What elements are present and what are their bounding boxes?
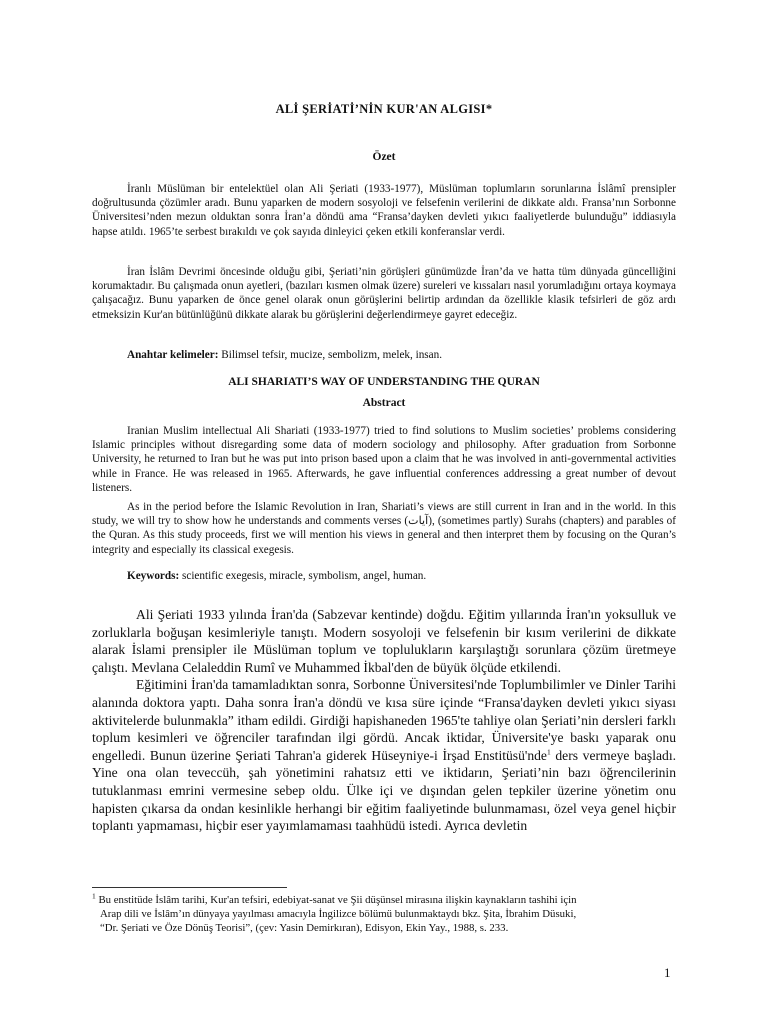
footnote-line-2: Arap dili ve İslâm’ın dünyaya yayılması amacıyla İngilizce bölümü bulunmaktaydı bkz. Şita, İbrahim Düsuki, bbox=[100, 907, 577, 920]
keywords-en bbox=[92, 570, 676, 582]
ozet-paragraph-2: İran İslâm Devrimi öncesinde olduğu gibi, Şeriati’nin görüşleri günümüzde İran’da ve hatta tüm dünyada güncelliğini korumaktadır. Bu çalışmada onun ayetleri, (bazıları kısmen olmak üzere) sureleri ve kıssaları nasıl yorumladığını ortaya koymaya çalışacağız. Bunu yaparken de önce genel olarak onun görüşlerini belirtip ardından da özellikle klasik tefsirleri de göz ardı etmeksizin Kur'an bütünlüğünü dikkate alarak bu görüşlerini değerlendirmeye gayret edeceğiz. bbox=[92, 266, 676, 321]
abstract-paragraph-2: As in the period before the Islamic Revolution in Iran, Shariati’s views are still current in Iran and in the world. In this study, we will try to show how he understands and comments verses (آيات), (sometimes partly) Surahs (chapters) and parables of the Quran. As this study proceeds, first we will mention his views in general and then interpret them by focusing on the Quran’s integrity and especially its classical exegesis. bbox=[92, 501, 676, 556]
keywords-tr bbox=[92, 349, 676, 361]
footnote-mark: 1 bbox=[92, 891, 96, 901]
body-paragraph-2-part-1: Eğitimini İran'da tamamladıktan sonra, Sorbonne Üniversitesi'nde Toplumbilimler ve Dinler Tarihi alanında doktora yaptı. Daha sonra İran'a döndü ve kısa süre içinde “Fransa'dayken devleti yıkıcı siyası aktivitelerde bulunmakla” itham edildi. Girdiği hapishaneden 1965'te tahliye olan Şeriati’nin dersleri farklı toplum kesimleri ve öğrenciler tarafından ilgi gördü. Ancak iktidar, Üniversite'ye baskı yaparak onu engelledi. Bunun üzerine Şeriati Tahran'a giderek Hüseyniye-i İrşad Enstitüsü'nde bbox=[92, 677, 676, 763]
ozet-paragraph-1: İranlı Müslüman bir entelektüel olan Ali Şeriati (1933-1977), Müslüman toplumların sorunlarına İslâmî prensipler doğrultusunda çözümler aradı. Bunu yaparken de modern sosyoloji ve felsefenin verilerini de dikkate aldı. Fransa’nın Sorbonne Üniversitesi’nden mezun olduktan sonra İran’a döndü ama “Fransa’dayken devleti yıkıcı faaliyetlerde bulunduğu” iddiasıyla hapse atıldı. 1965’te serbest bırakıldı ve çok sayıda dinleyici çeken etkili konferanslar verdi. bbox=[92, 183, 676, 238]
abstract-paragraph-1: Iranian Muslim intellectual Ali Shariati (1933-1977) tried to find solutions to Muslim societies’ problems considering Islamic principles without disregarding some data of modern sociology and philosophy. After graduation from Sorbonne University, he returned to Iran but he was put into prison based upon a claim that he was involved in anti-governmental activities while in France. He was released in 1965. Afterwards, he gave influential conferences addressing a great number of devout listeners. bbox=[92, 425, 676, 494]
footnote bbox=[92, 891, 676, 935]
body-paragraph-2-part-2: ders vermeye başladı. Yine ona olan teveccüh, şah yönetimini rahatsız etti ve iktidarın, Şeriati’nin bazı öğrencilerinin tutuklanması emrini vermesine sebep oldu. Ülke içi ve dışından gelen tepkiler üzerine yönetim onu hapisten çıkarsa da ondan kesinlikle herhangi bir eğitim faaliyetinde bulunmaması, özel veya genel hiçbir toplantı yapmaması, hiçbir eser yayımlamaması taahhüdü istedi. Ayrıca devletin bbox=[92, 747, 677, 834]
footnote-divider bbox=[92, 887, 287, 888]
abstract-heading: Abstract bbox=[362, 397, 406, 409]
paper-title: ALİ ŞERİATİ’NİN KUR'AN ALGISI* bbox=[275, 102, 493, 116]
keywords-tr-value: Bilimsel tefsir, mucize, sembolizm, melek, insan. bbox=[218, 349, 443, 361]
keywords-tr-label: Anahtar kelimeler: bbox=[127, 349, 219, 361]
footnote-line-1: Bu enstitüde İslâm tarihi, Kur'an tefsiri, edebiyat-sanat ve Şii düşünsel mirasına ilişkin kaynakların tashihi için bbox=[95, 894, 577, 906]
ozet-heading: Özet bbox=[372, 151, 396, 163]
page-number: 1 bbox=[664, 965, 671, 980]
body-paragraph-2 bbox=[92, 676, 676, 834]
keywords-en-value: scientific exegesis, miracle, symbolism, angel, human. bbox=[179, 570, 427, 582]
keywords-en-label: Keywords: bbox=[127, 570, 180, 582]
english-title: ALI SHARIATI’S WAY OF UNDERSTANDING THE QURAN bbox=[228, 376, 540, 388]
body-paragraph-1: Ali Şeriati 1933 yılında İran'da (Sabzevar kentinde) doğdu. Eğitim yıllarında İran'ın yoksulluk ve zorluklarla boğuşan kesimleriyle tanıştı. Modern sosyoloji ve felsefenin bir kısım verilerini de dikkate alarak İslami prensipler ile Müslüman toplum ve toplulukların karşılaştığı sorunlara çözüm üretmeye çalıştı. Mevlana Celaleddin Rumî ve Muhammed İkbal'den de büyük ölçüde etkilendi. bbox=[92, 607, 676, 675]
footnote-reference[interactable]: 1 bbox=[546, 747, 551, 757]
body-text bbox=[92, 606, 676, 835]
footnote-line-3: “Dr. Şeriati ve Öze Dönüş Teorisi”, (çev: Yasin Demirkıran), Edisyon, Ekin Yay., 1988, s. 233. bbox=[100, 921, 509, 934]
